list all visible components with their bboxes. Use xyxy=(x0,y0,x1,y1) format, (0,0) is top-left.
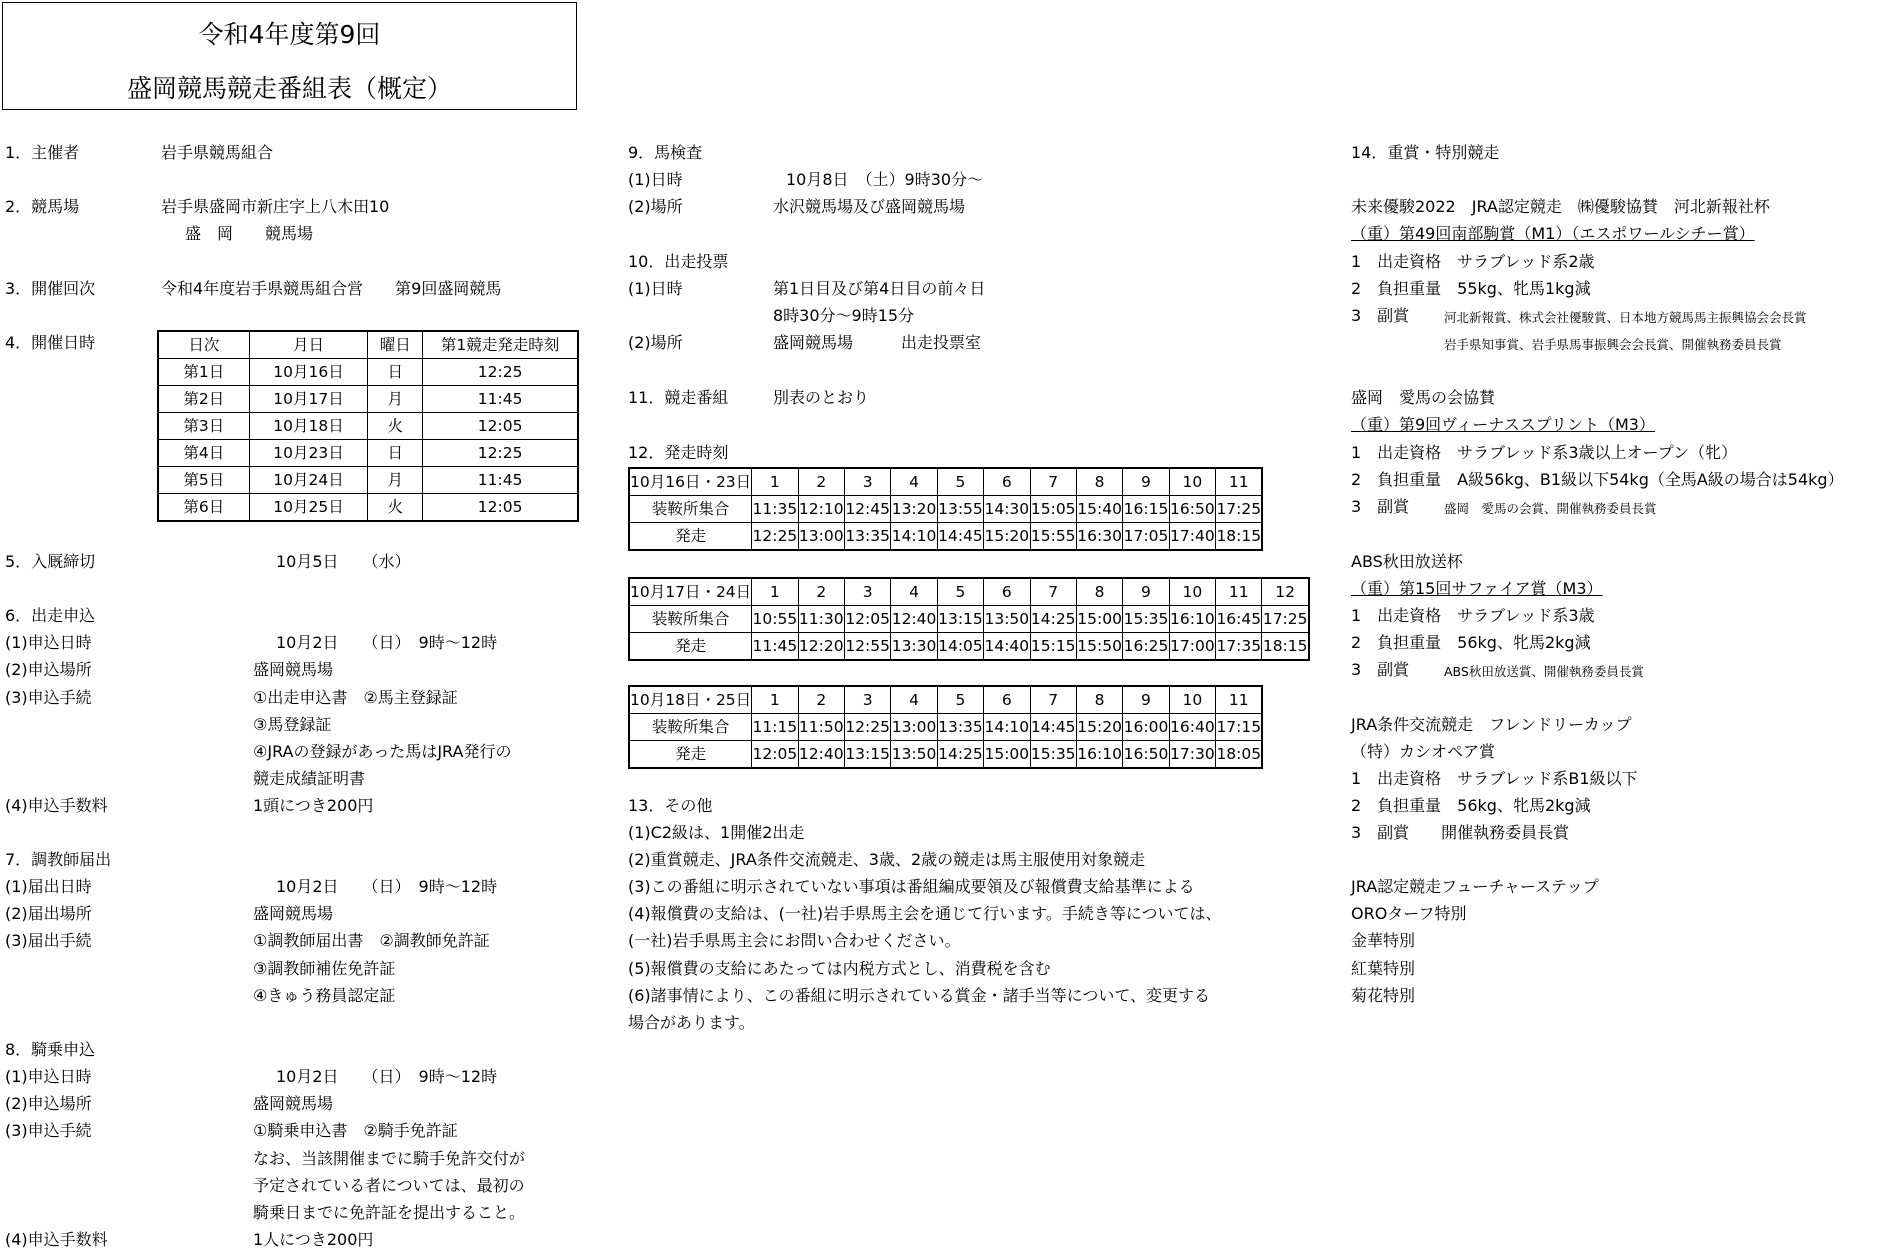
table-cell: 10月25日 xyxy=(249,494,368,521)
assembly-time-cell: 16:50 xyxy=(1169,496,1215,523)
document-title-line1: 令和4年度第9回 xyxy=(198,20,381,49)
s13-line6: (5)報償費の支給にあたっては内税方式とし、消費税を含む xyxy=(628,959,1051,978)
table-row xyxy=(159,386,578,413)
table-cell: 日 xyxy=(368,440,423,467)
table-cell: 12:25 xyxy=(423,440,578,467)
s8-label3: (3)申込手続 xyxy=(5,1121,92,1140)
table-cell: 12:05 xyxy=(423,413,578,440)
race3-name: （重）第15回サファイア賞（M3） xyxy=(1351,579,1603,598)
race4-name: （特）カシオペア賞 xyxy=(1351,742,1496,761)
start-time-cell: 13:35 xyxy=(844,523,890,550)
start-time-cell: 17:05 xyxy=(1123,523,1169,550)
race-number-cell: 1 xyxy=(752,469,798,496)
start-time-cell: 15:00 xyxy=(984,741,1030,768)
table-row xyxy=(630,633,1309,660)
s6-value2: 盛岡競馬場 xyxy=(253,660,334,679)
table-cell: 第5日 xyxy=(159,467,250,494)
race-number-cell: 6 xyxy=(984,687,1030,714)
s7-heading: 7．調教師届出 xyxy=(5,850,112,869)
start-time-cell: 15:20 xyxy=(984,523,1030,550)
assembly-time-cell: 13:00 xyxy=(891,714,937,741)
special-race-item: 菊花特別 xyxy=(1351,986,1416,1005)
s3-heading: 3．開催回次 xyxy=(5,279,96,298)
title-box xyxy=(2,2,577,110)
start-time-table-2 xyxy=(629,578,1309,660)
start-time-cell: 14:25 xyxy=(937,741,983,768)
table-row xyxy=(159,467,578,494)
race1-name: （重）第49回南部駒賞（M1）（エスポワールシチー賞） xyxy=(1351,224,1755,243)
start-time-cell: 13:15 xyxy=(844,741,890,768)
s6-value4: 1頭につき200円 xyxy=(253,796,374,815)
table-row xyxy=(630,523,1262,550)
s9-heading: 9．馬検査 xyxy=(628,143,703,162)
table-row xyxy=(159,359,578,386)
row-label: 装鞍所集合 xyxy=(630,714,752,741)
s2-heading: 2．競馬場 xyxy=(5,197,80,216)
s13-line4: (4)報償費の支給は、(一社)岩手県馬主会を通じて行います。手続き等については、 xyxy=(628,904,1222,923)
assembly-time-cell: 12:05 xyxy=(844,606,890,633)
race-number-cell: 9 xyxy=(1123,687,1169,714)
special-race-item: OROターフ特別 xyxy=(1351,904,1467,923)
table-cell: 第3日 xyxy=(159,413,250,440)
table-date-label: 10月17日・24日 xyxy=(630,579,752,606)
race2-sponsor: 盛岡 愛馬の会協賛 xyxy=(1351,388,1496,407)
assembly-time-cell: 13:20 xyxy=(891,496,937,523)
schedule-col-header: 第1競走発走時刻 xyxy=(423,332,578,359)
race-number-cell: 2 xyxy=(798,687,844,714)
s10-value1: 第1日目及び第4日目の前々日 xyxy=(773,279,986,298)
s7-label2: (2)届出場所 xyxy=(5,904,92,923)
s13-line3: (3)この番組に明示されていない事項は番組編成要領及び報償費支給基準による xyxy=(628,877,1195,896)
table-cell: 月 xyxy=(368,467,423,494)
start-time-cell: 17:30 xyxy=(1169,741,1215,768)
s8-value3b: なお、当該開催までに騎手免許交付が xyxy=(253,1149,526,1168)
s8-value1: 10月2日 （日） 9時～12時 xyxy=(276,1067,498,1086)
s6-heading: 6．出走申込 xyxy=(5,606,96,625)
s6-value1: 10月2日 （日） 9時～12時 xyxy=(276,633,498,652)
table-cell: 火 xyxy=(368,413,423,440)
start-time-cell: 14:40 xyxy=(984,633,1030,660)
s13-line2: (2)重賞競走、JRA条件交流競走、3歳、2歳の競走は馬主服使用対象競走 xyxy=(628,850,1146,869)
start-time-table-1 xyxy=(629,468,1262,550)
table-cell: 10月24日 xyxy=(249,467,368,494)
table-row xyxy=(630,714,1262,741)
s9-value2: 水沢競馬場及び盛岡競馬場 xyxy=(773,197,966,216)
assembly-time-cell: 11:15 xyxy=(752,714,798,741)
race-number-cell: 7 xyxy=(1030,469,1076,496)
start-time-cell: 16:30 xyxy=(1076,523,1122,550)
assembly-time-cell: 11:50 xyxy=(798,714,844,741)
race3-cond1: 1 出走資格 サラブレッド系3歳 xyxy=(1351,606,1595,625)
s5-value: 10月5日 （水） xyxy=(276,552,411,571)
s6-label4: (4)申込手数料 xyxy=(5,796,108,815)
start-time-cell: 18:15 xyxy=(1262,633,1308,660)
assembly-time-cell: 15:35 xyxy=(1123,606,1169,633)
s10-label1: (1)日時 xyxy=(628,279,683,298)
race2-cond1: 1 出走資格 サラブレッド系3歳以上オープン（牝） xyxy=(1351,443,1738,462)
race-number-cell: 11 xyxy=(1216,579,1262,606)
row-label: 発走 xyxy=(630,741,752,768)
s6-value3d: 競走成績証明書 xyxy=(253,769,366,788)
start-time-cell: 15:35 xyxy=(1030,741,1076,768)
s12-heading: 12．発走時刻 xyxy=(628,443,729,462)
s11-heading: 11．競走番組 xyxy=(628,388,729,407)
s7-value2: 盛岡競馬場 xyxy=(253,904,334,923)
race5-name: JRA認定競走フューチャーステップ xyxy=(1351,877,1599,896)
race-number-cell: 10 xyxy=(1169,579,1215,606)
start-time-cell: 13:50 xyxy=(891,741,937,768)
s7-value1: 10月2日 （日） 9時～12時 xyxy=(276,877,498,896)
s8-label1: (1)申込日時 xyxy=(5,1067,92,1086)
special-race-item: 金華特別 xyxy=(1351,931,1416,950)
assembly-time-cell: 13:50 xyxy=(984,606,1030,633)
s6-value3a: ①出走申込書 ②馬主登録証 xyxy=(253,688,458,707)
assembly-time-cell: 11:35 xyxy=(752,496,798,523)
assembly-time-cell: 14:30 xyxy=(984,496,1030,523)
s8-label4: (4)申込手数料 xyxy=(5,1230,108,1249)
s11-value: 別表のとおり xyxy=(773,388,870,407)
table-cell: 10月16日 xyxy=(249,359,368,386)
race-number-cell: 5 xyxy=(937,687,983,714)
race4-sponsor: JRA条件交流競走 フレンドリーカップ xyxy=(1351,715,1632,734)
start-time-cell: 15:15 xyxy=(1030,633,1076,660)
race-number-cell: 6 xyxy=(984,469,1030,496)
race-number-cell: 6 xyxy=(984,579,1030,606)
document-title-line2: 盛岡競馬競走番組表（概定） xyxy=(126,74,452,103)
race-number-cell: 11 xyxy=(1216,469,1262,496)
start-time-cell: 12:05 xyxy=(752,741,798,768)
assembly-time-cell: 10:55 xyxy=(752,606,798,633)
s13-line7: (6)諸事情により、この番組に明示されている賞金・諸手当等について、変更する xyxy=(628,986,1211,1005)
table-cell: 10月17日 xyxy=(249,386,368,413)
table-cell: 10月18日 xyxy=(249,413,368,440)
s7-label1: (1)届出日時 xyxy=(5,877,92,896)
table-row xyxy=(630,496,1262,523)
s10-label2: (2)場所 xyxy=(628,333,683,352)
s4-heading: 4．開催日時 xyxy=(5,333,96,352)
start-time-cell: 18:05 xyxy=(1216,741,1262,768)
s8-value3c: 予定されている者については、最初の xyxy=(253,1176,525,1195)
table-cell: 第1日 xyxy=(159,359,250,386)
s7-value3c: ④きゅう務員認定証 xyxy=(253,986,396,1005)
race1-cond1: 1 出走資格 サラブレッド系2歳 xyxy=(1351,252,1595,271)
schedule-header-row xyxy=(159,332,578,359)
race-number-cell: 5 xyxy=(937,469,983,496)
assembly-time-cell: 12:25 xyxy=(844,714,890,741)
start-time-cell: 16:25 xyxy=(1123,633,1169,660)
race2-cond3a: 盛岡 愛馬の会賞、開催執務委員長賞 xyxy=(1444,501,1657,516)
race-number-cell: 7 xyxy=(1030,579,1076,606)
schedule-col-header: 日次 xyxy=(159,332,250,359)
start-time-cell: 16:10 xyxy=(1076,741,1122,768)
start-time-cell: 14:45 xyxy=(937,523,983,550)
race-number-cell: 10 xyxy=(1169,687,1215,714)
row-label: 装鞍所集合 xyxy=(630,496,752,523)
assembly-time-cell: 15:40 xyxy=(1076,496,1122,523)
assembly-time-cell: 15:05 xyxy=(1030,496,1076,523)
assembly-time-cell: 12:10 xyxy=(798,496,844,523)
race2-cond2: 2 負担重量 A級56kg、B1級以下54kg（全馬A級の場合は54kg） xyxy=(1351,470,1844,489)
s13-line1: (1)C2級は、1開催2出走 xyxy=(628,823,805,842)
s6-value3b: ③馬登録証 xyxy=(253,715,332,734)
start-time-cell: 17:35 xyxy=(1216,633,1262,660)
race-number-cell: 8 xyxy=(1076,579,1122,606)
assembly-time-cell: 14:25 xyxy=(1030,606,1076,633)
s2-value: 岩手県盛岡市新庄字上八木田10 xyxy=(161,197,390,216)
start-time-table-3 xyxy=(629,686,1262,768)
start-time-cell: 18:15 xyxy=(1216,523,1262,550)
s9-label2: (2)場所 xyxy=(628,197,683,216)
assembly-time-cell: 16:45 xyxy=(1216,606,1262,633)
race1-cond3a: 河北新報賞、株式会社優駿賞、日本地方競馬馬主振興協会会長賞 xyxy=(1444,310,1807,325)
table-date-label: 10月16日・23日 xyxy=(630,469,752,496)
race-number-cell: 5 xyxy=(937,579,983,606)
table-row xyxy=(159,413,578,440)
s6-value3c: ④JRAの登録があった馬はJRA発行の xyxy=(253,742,512,761)
s14-heading: 14．重賞・特別競走 xyxy=(1351,143,1500,162)
start-time-cell: 15:55 xyxy=(1030,523,1076,550)
start-time-cell: 17:40 xyxy=(1169,523,1215,550)
race-number-cell: 10 xyxy=(1169,469,1215,496)
table-cell: 月 xyxy=(368,386,423,413)
table-cell: 第2日 xyxy=(159,386,250,413)
race4-cond1: 1 出走資格 サラブレッド系B1級以下 xyxy=(1351,769,1638,788)
s8-value4: 1人につき200円 xyxy=(253,1230,374,1249)
s9-label1: (1)日時 xyxy=(628,170,683,189)
start-time-cell: 14:10 xyxy=(891,523,937,550)
table-row xyxy=(630,579,1309,606)
race-number-cell: 4 xyxy=(891,687,937,714)
assembly-time-cell: 13:15 xyxy=(937,606,983,633)
race-number-cell: 9 xyxy=(1123,469,1169,496)
assembly-time-cell: 15:00 xyxy=(1076,606,1122,633)
start-time-cell: 12:40 xyxy=(798,741,844,768)
assembly-time-cell: 14:45 xyxy=(1030,714,1076,741)
assembly-time-cell: 16:10 xyxy=(1169,606,1215,633)
s10-value1b: 8時30分～9時15分 xyxy=(773,306,915,325)
start-time-cell: 12:25 xyxy=(752,523,798,550)
start-time-cell: 11:45 xyxy=(752,633,798,660)
race-number-cell: 12 xyxy=(1262,579,1308,606)
race-number-cell: 9 xyxy=(1123,579,1169,606)
s2-value2: 盛 岡 競馬場 xyxy=(185,224,314,243)
table-cell: 11:45 xyxy=(423,467,578,494)
s6-label2: (2)申込場所 xyxy=(5,660,92,679)
s10-value2: 盛岡競馬場 出走投票室 xyxy=(773,333,982,352)
race-number-cell: 7 xyxy=(1030,687,1076,714)
table-cell: 12:25 xyxy=(423,359,578,386)
race-number-cell: 2 xyxy=(798,579,844,606)
table-row xyxy=(630,469,1262,496)
assembly-time-cell: 14:10 xyxy=(984,714,1030,741)
race2-name: （重）第9回ヴィーナススプリント（M3） xyxy=(1351,415,1655,434)
s10-heading: 10．出走投票 xyxy=(628,252,729,271)
s5-heading: 5．入厩締切 xyxy=(5,552,96,571)
table-cell: 火 xyxy=(368,494,423,521)
assembly-time-cell: 13:55 xyxy=(937,496,983,523)
start-time-cell: 13:00 xyxy=(798,523,844,550)
table-cell: 第6日 xyxy=(159,494,250,521)
assembly-time-cell: 17:25 xyxy=(1262,606,1308,633)
row-label: 装鞍所集合 xyxy=(630,606,752,633)
race1-cond2: 2 負担重量 55kg、牝馬1kg減 xyxy=(1351,279,1591,298)
race-number-cell: 1 xyxy=(752,687,798,714)
table-row xyxy=(630,606,1309,633)
race-number-cell: 3 xyxy=(844,579,890,606)
start-time-cell: 15:50 xyxy=(1076,633,1122,660)
race1-cond3b: 岩手県知事賞、岩手県馬事振興会会長賞、開催執務委員長賞 xyxy=(1444,337,1782,352)
table-date-label: 10月18日・25日 xyxy=(630,687,752,714)
table-row xyxy=(630,741,1262,768)
race-number-cell: 2 xyxy=(798,469,844,496)
start-time-cell: 16:50 xyxy=(1123,741,1169,768)
race4-cond2: 2 負担重量 56kg、牝馬2kg減 xyxy=(1351,796,1591,815)
table-row xyxy=(159,440,578,467)
race3-sponsor: ABS秋田放送杯 xyxy=(1351,552,1463,571)
s1-value: 岩手県競馬組合 xyxy=(161,143,274,162)
start-time-cell: 12:20 xyxy=(798,633,844,660)
assembly-time-cell: 11:30 xyxy=(798,606,844,633)
table-cell: 10月23日 xyxy=(249,440,368,467)
assembly-time-cell: 16:00 xyxy=(1123,714,1169,741)
s3-value: 令和4年度岩手県競馬組合営 第9回盛岡競馬 xyxy=(161,279,502,298)
table-row xyxy=(159,494,578,521)
race-number-cell: 8 xyxy=(1076,687,1122,714)
special-race-item: 紅葉特別 xyxy=(1351,959,1416,978)
race1-cond3-label: 3 副賞 xyxy=(1351,306,1410,325)
table-cell: 日 xyxy=(368,359,423,386)
race-number-cell: 4 xyxy=(891,579,937,606)
s8-value2: 盛岡競馬場 xyxy=(253,1094,334,1113)
table-cell: 11:45 xyxy=(423,386,578,413)
schedule-col-header: 月日 xyxy=(249,332,368,359)
race3-cond3a: ABS秋田放送賞、開催執務委員長賞 xyxy=(1444,664,1644,679)
s13-line8: 場合があります。 xyxy=(628,1013,755,1032)
s13-line5: (一社)岩手県馬主会にお問い合わせください。 xyxy=(628,931,961,950)
s7-label3: (3)届出手続 xyxy=(5,931,92,950)
s6-label1: (1)申込日時 xyxy=(5,633,92,652)
race2-cond3-label: 3 副賞 xyxy=(1351,497,1410,516)
start-time-cell: 12:55 xyxy=(844,633,890,660)
assembly-time-cell: 16:40 xyxy=(1169,714,1215,741)
race-number-cell: 8 xyxy=(1076,469,1122,496)
s7-value3b: ③調教師補佐免許証 xyxy=(253,959,396,978)
table-cell: 12:05 xyxy=(423,494,578,521)
table-cell: 第4日 xyxy=(159,440,250,467)
row-label: 発走 xyxy=(630,633,752,660)
table-row xyxy=(630,687,1262,714)
race-number-cell: 3 xyxy=(844,469,890,496)
s8-heading: 8．騎乗申込 xyxy=(5,1040,96,1059)
s8-label2: (2)申込場所 xyxy=(5,1094,92,1113)
s8-value3a: ①騎乗申込書 ②騎手免許証 xyxy=(253,1121,458,1140)
row-label: 発走 xyxy=(630,523,752,550)
start-time-cell: 13:30 xyxy=(891,633,937,660)
assembly-time-cell: 12:40 xyxy=(891,606,937,633)
schedule-col-header: 曜日 xyxy=(368,332,423,359)
assembly-time-cell: 12:45 xyxy=(844,496,890,523)
assembly-time-cell: 13:35 xyxy=(937,714,983,741)
race-number-cell: 3 xyxy=(844,687,890,714)
race3-cond2: 2 負担重量 56kg、牝馬2kg減 xyxy=(1351,633,1591,652)
s7-value3a: ①調教師届出書 ②調教師免許証 xyxy=(253,931,490,950)
s1-heading: 1．主催者 xyxy=(5,143,80,162)
start-time-cell: 17:00 xyxy=(1169,633,1215,660)
race-number-cell: 11 xyxy=(1216,687,1262,714)
schedule-table xyxy=(158,331,578,521)
assembly-time-cell: 17:25 xyxy=(1216,496,1262,523)
start-time-cell: 14:05 xyxy=(937,633,983,660)
s6-label3: (3)申込手続 xyxy=(5,688,92,707)
assembly-time-cell: 17:15 xyxy=(1216,714,1262,741)
race-number-cell: 1 xyxy=(752,579,798,606)
s9-value1: 10月8日 （土）9時30分～ xyxy=(786,170,984,189)
race3-cond3-label: 3 副賞 xyxy=(1351,660,1410,679)
race1-sponsor: 未来優駿2022 JRA認定競走 ㈱優駿協賛 河北新報社杯 xyxy=(1351,197,1770,216)
s13-heading: 13．その他 xyxy=(628,796,713,815)
assembly-time-cell: 16:15 xyxy=(1123,496,1169,523)
race4-cond3: 3 副賞 開催執務委員長賞 xyxy=(1351,823,1570,842)
assembly-time-cell: 15:20 xyxy=(1076,714,1122,741)
s8-value3d: 騎乗日までに免許証を提出すること。 xyxy=(253,1203,526,1222)
race-number-cell: 4 xyxy=(891,469,937,496)
